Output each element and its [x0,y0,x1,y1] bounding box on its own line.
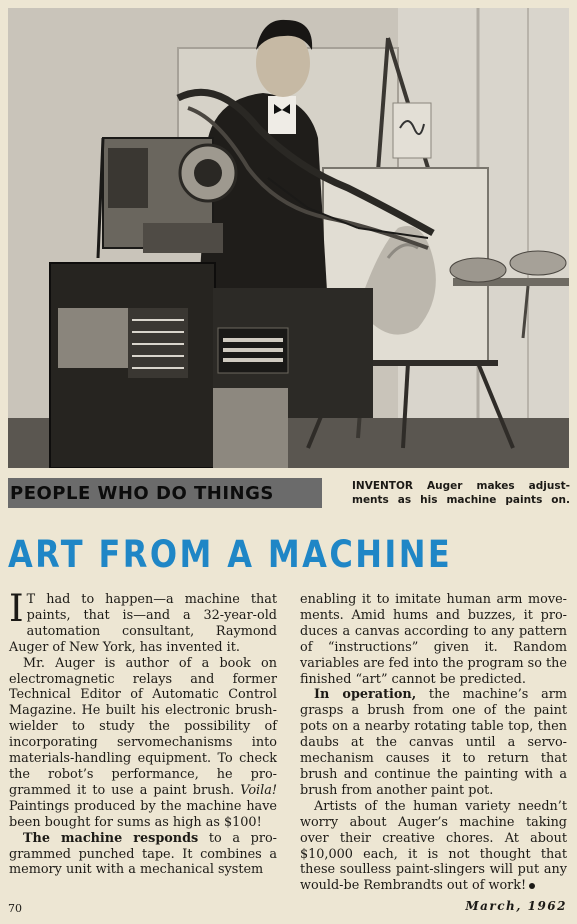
paragraph-4-text: the machine’s arm grasps a brush from one of the paint pots on a nearby rotating table top, then daubs at the canvas until a servomechanism causes it to return that brush and continue the painting with a brush from another paint pot. [300,687,567,798]
paragraph-5 [300,799,567,894]
paragraph-5-text: Artists of the human variety needn’t worry about Auger’s machine taking over their creative chores. At about $10,000 each, it is not thought that these soulless paint-slingers will put any would-be Rembrandts out of work! [300,798,567,894]
paragraph-4-lead: In operation, [314,687,417,703]
paragraph-2-text-a: Mr. Auger is author of a book on electromagnetic relays and former Technical Editor of Automatic Control Magazine. He built his electronic brush-wielder to study the possibility of incorporating servomechanisms into materials-handling equipment. To check the robot’s performance, he programmed it to use a paint brush. [9,655,277,798]
caption-text: Auger makes adjustments as his machine paints on. [352,480,570,506]
issue-date: March, 1962 [465,899,567,913]
paragraph-3 [9,831,277,879]
inventor-machine-illustration [8,8,569,468]
paragraph-3-lead: The machine responds [23,830,199,846]
paragraph-1 [9,587,277,656]
section-label: PEOPLE WHO DO THINGS [8,478,322,508]
paragraph-2-italic: Voila! [240,782,277,798]
paragraph-3-text: to a programmed punched tape. It combines a memory unit with a mechanical system [9,830,277,878]
article-headline: ART FROM A MACHINE [8,531,453,577]
drop-cap: I [9,587,24,630]
bullet-icon [529,883,535,889]
page-number: 70 [8,902,22,915]
caption-lead: INVENTOR [352,480,413,492]
paragraph-3-cont-text: enabling it to imitate human arm movements. Amid hums and buzzes, it produces a canvas according to any pattern of “instructions” given it. Random variables are fed into the program so the finished “art” cannot be predicted. [300,592,567,687]
article-column-right [300,592,567,894]
photo-caption [352,479,570,507]
paragraph-3-continued [300,592,567,687]
paragraph-2-text-b: Paintings produced by the machine have been bought for sums as high as $100! [9,798,277,830]
paragraph-1-text: T had to happen—a machine that paints, that is—and a 32-year-old automation consultant, Raymond Auger of New York, has invented it. [9,592,277,655]
article-column-left [9,587,277,878]
paragraph-2 [9,656,277,831]
paragraph-4 [300,687,567,798]
inventor-photo [8,8,569,468]
